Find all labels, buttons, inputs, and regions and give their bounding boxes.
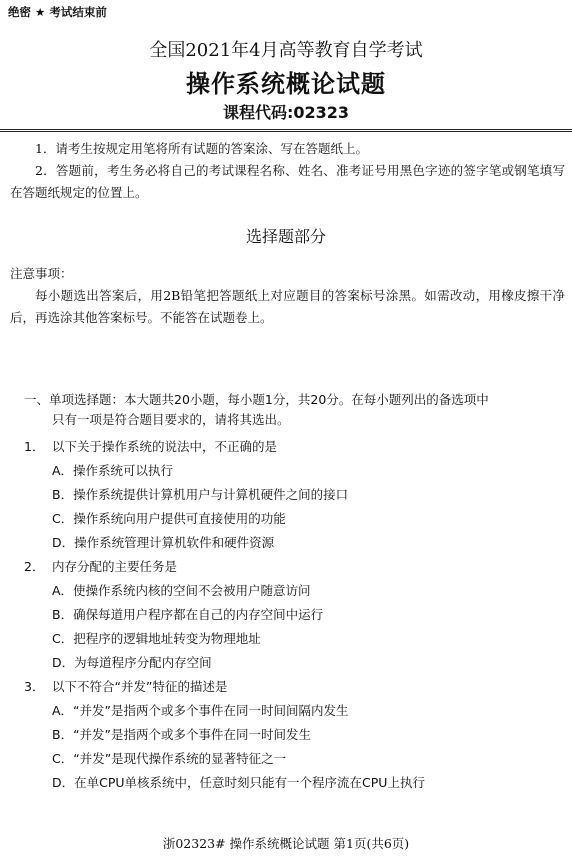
question-option: A．使操作系统内核的空间不会被用户随意访问: [52, 583, 311, 598]
instruction-2: 2．答题前，考生务必将自己的考试课程名称、姓名、准考证号用黑色字迹的签字笔或钢笔填写在答题纸规定的位置上。: [10, 163, 565, 200]
question-option: B．操作系统提供计算机用户与计算机硬件之间的接口: [52, 487, 349, 502]
header-rule-bottom: [0, 131, 572, 132]
question-option: B．确保每道用户程序都在自己的内存空间中运行: [52, 607, 324, 622]
section-title: 选择题部分: [245, 227, 326, 246]
question-number: 1．: [24, 439, 45, 454]
notes-label: 注意事项：: [10, 266, 73, 281]
question-text: 以下不符合“并发”特征的描述是: [52, 679, 228, 694]
part1-heading-cont: 只有一项是符合题目要求的，请将其选出。: [52, 412, 290, 427]
question-option: A．操作系统可以执行: [52, 463, 174, 478]
question-option: B．“并发”是指两个或多个事件在同一时间发生: [52, 727, 312, 742]
question-option: D．在单CPU单核系统中，任意时刻只能有一个程序流在CPU上执行: [52, 775, 425, 790]
question-text: 以下关于操作系统的说法中，不正确的是: [52, 439, 278, 454]
question-option: C．把程序的逻辑地址转变为物理地址: [52, 631, 261, 646]
course-code: 课程代码:02323: [222, 103, 350, 122]
question-option: D．为每道程序分配内存空间: [52, 655, 212, 670]
question-option: C．“并发”是现代操作系统的显著特征之一: [52, 751, 287, 766]
part1-heading: 一、单项选择题：本大题共20小题，每小题1分，共20分。在每小题列出的备选项中: [24, 392, 489, 407]
question-number: 3．: [24, 679, 45, 694]
question-option: C．操作系统向用户提供可直接使用的功能: [52, 511, 286, 526]
page-footer: 浙02323# 操作系统概论试题 第1页(共6页): [162, 836, 410, 851]
question-text: 内存分配的主要任务是: [52, 559, 178, 574]
question-number: 2．: [24, 559, 45, 574]
confidentiality-mark: 绝密 ★ 考试结束前: [8, 5, 107, 19]
header-rule-top: [0, 129, 572, 130]
question-option: A．“并发”是指两个或多个事件在同一时间间隔内发生: [52, 703, 349, 718]
notes-text: 每小题选出答案后，用2B铅笔把答题纸上对应题目的答案标号涂黑。如需改动，用橡皮擦干净后，再选涂其他答案标号。不能答在试题卷上。: [10, 288, 565, 325]
instruction-1: 1．请考生按规定用笔将所有试题的答案涂、写在答题纸上。: [35, 141, 368, 156]
exam-title: 全国2021年4月高等教育自学考试: [149, 40, 423, 61]
question-option: D．操作系统管理计算机软件和硬件资源: [52, 535, 275, 550]
subject-title: 操作系统概论试题: [186, 70, 386, 98]
